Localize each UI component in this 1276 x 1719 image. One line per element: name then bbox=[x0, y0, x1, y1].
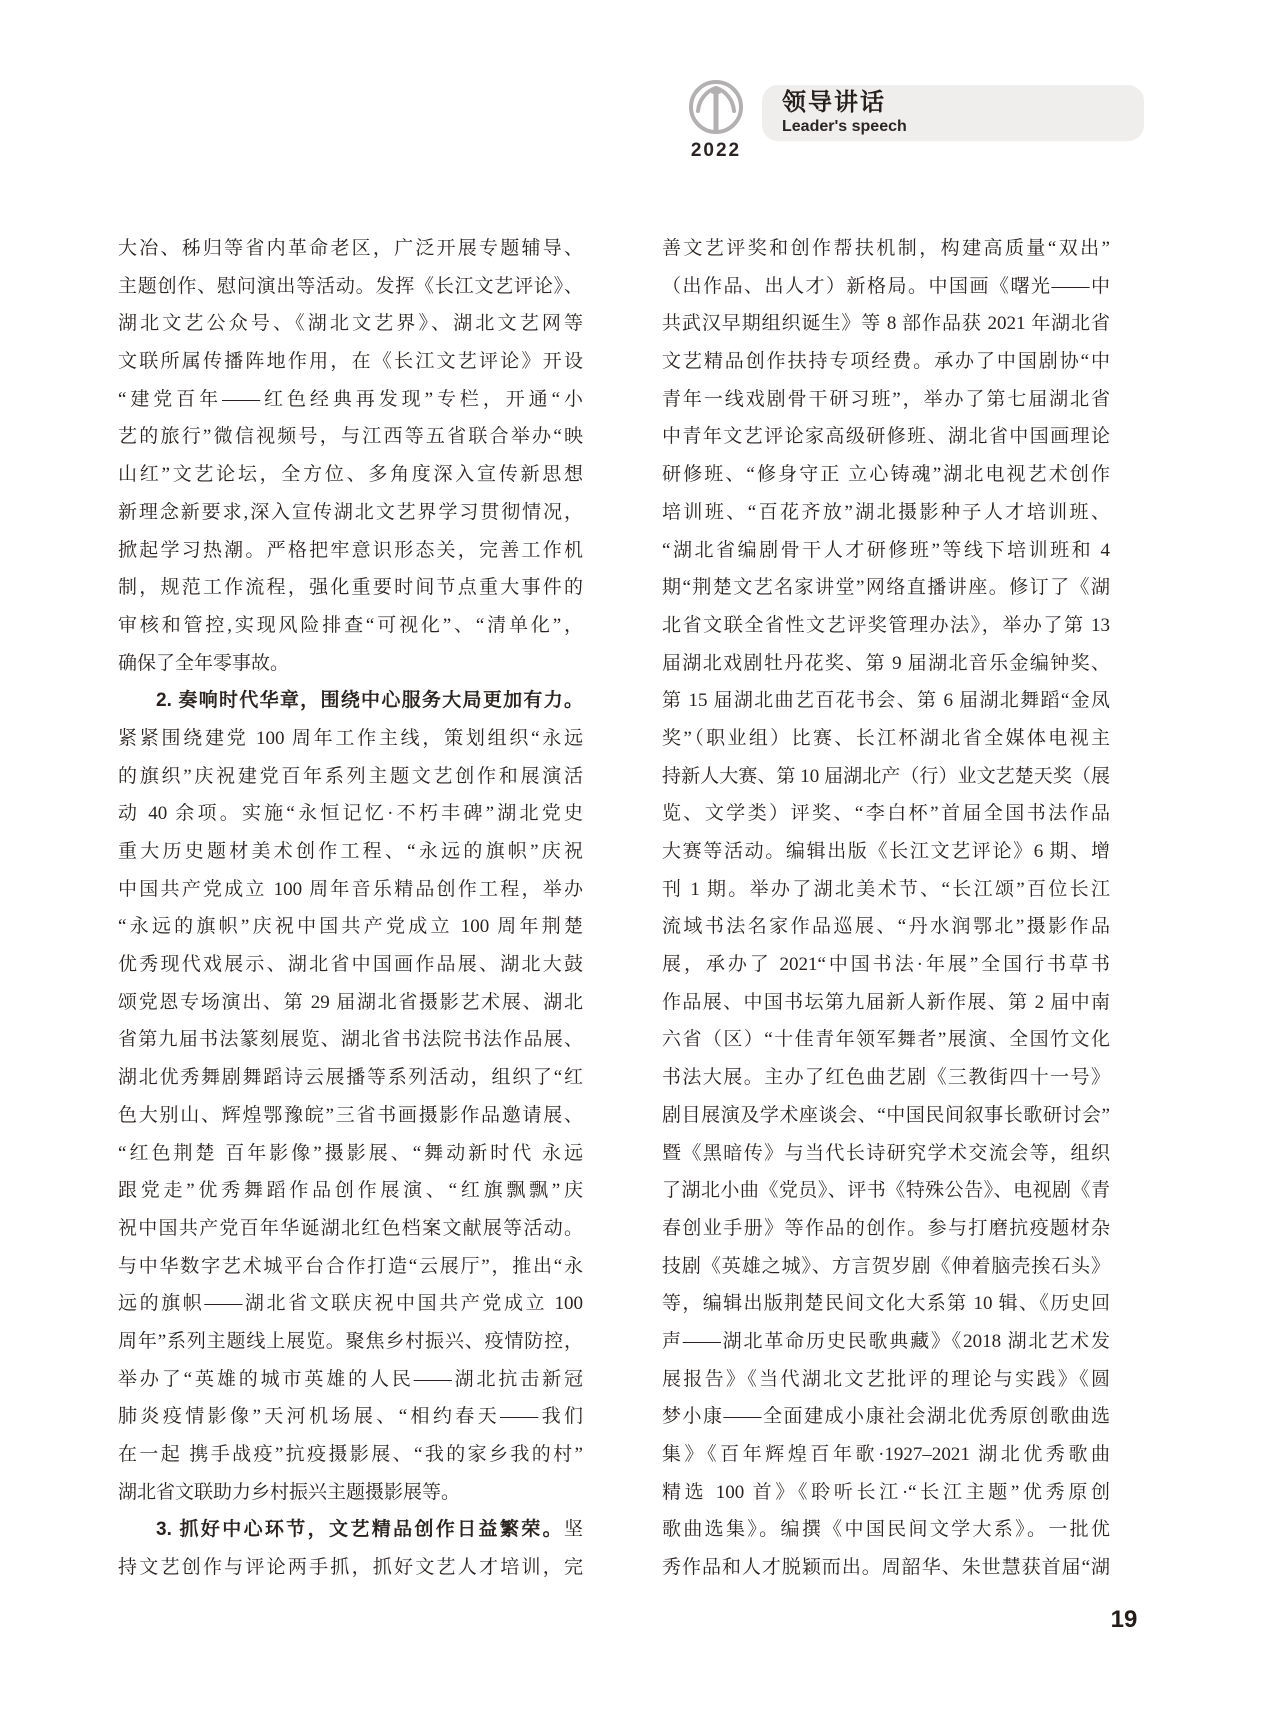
text-line: 等，编辑出版荆楚民间文化大系第 10 辑、《历史回 bbox=[662, 1293, 1110, 1315]
text-line: 紧紧围绕建党 100 周年工作主线，策划组织“永远 bbox=[118, 727, 583, 749]
text-line: 山红”文艺论坛，全方位、多角度深入宣传新思想 bbox=[118, 464, 583, 486]
text-line: 湖北文艺公众号、《湖北文艺界》、湖北文艺网等 bbox=[118, 313, 583, 335]
text-line: 技剧《英雄之城》、方言贺岁剧《伸着脑壳挨石头》 bbox=[662, 1255, 1110, 1277]
text-line: 跟党走”优秀舞蹈作品创作展演、“红旗飘飘”庆 bbox=[118, 1180, 583, 1202]
text-line: 届湖北戏剧牡丹花奖、第 9 届湖北音乐金编钟奖、 bbox=[662, 652, 1110, 674]
text-line: 奖”（职业组）比赛、长江杯湖北省全媒体电视主 bbox=[662, 727, 1110, 749]
text-line: 周年”系列主题线上展览。聚焦乡村振兴、疫情防控， bbox=[118, 1330, 583, 1352]
text-line: 中青年文艺评论家高级研修班、湖北省中国画理论 bbox=[662, 426, 1110, 448]
text-line: 青年一线戏剧骨干研习班”，举办了第七届湖北省 bbox=[662, 388, 1110, 410]
text-line: 文联所属传播阵地作用，在《长江文艺评论》开设 bbox=[118, 351, 583, 373]
text-line: 掀起学习热潮。严格把牢意识形态关，完善工作机 bbox=[118, 539, 583, 561]
text-line: 湖北优秀舞剧舞蹈诗云展播等系列活动，组织了“红 bbox=[118, 1067, 583, 1089]
text-line: “湖北省编剧骨干人才研修班”等线下培训班和 4 bbox=[662, 539, 1110, 561]
text-line: （出作品、出人才）新格局。中国画《曙光——中 bbox=[662, 275, 1110, 297]
text-line: 持文艺创作与评论两手抓，抓好文艺人才培训，完 bbox=[118, 1557, 583, 1579]
text-line: 梦小康——全面建成小康社会湖北优秀原创歌曲选 bbox=[662, 1406, 1110, 1428]
text-line: 省第九届书法篆刻展览、湖北省书法院书法作品展、 bbox=[118, 1029, 583, 1051]
text-line: 精选 100 首》《聆听长江·“长江主题”优秀原创 bbox=[662, 1481, 1110, 1503]
text-line: 审核和管控,实现风险排查“可视化”、“清单化”， bbox=[118, 614, 583, 636]
text-column-right bbox=[662, 230, 1110, 1587]
text-line: “建党百年——红色经典再发现”专栏，开通“小 bbox=[118, 388, 583, 410]
text-line: 暨《黑暗传》与当代长诗研究学术交流会等，组织 bbox=[662, 1142, 1110, 1164]
text-line: 北省文联全省性文艺评奖管理办法》，举办了第 13 bbox=[662, 614, 1110, 636]
text-line: 览、文学类）评奖、“李白杯”首届全国书法作品 bbox=[662, 803, 1110, 825]
federation-emblem-icon bbox=[688, 78, 744, 138]
text-line: 艺的旅行”微信视频号，与江西等五省联合举办“映 bbox=[118, 426, 583, 448]
text-line: 优秀现代戏展示、湖北省中国画作品展、湖北大鼓 bbox=[118, 954, 583, 976]
section-title-en: Leader's speech bbox=[782, 118, 907, 136]
text-line: 书法大展。主办了红色曲艺剧《三教街四十一号》 bbox=[662, 1067, 1110, 1089]
page-number: 19 bbox=[1110, 1606, 1138, 1633]
section-title-cn: 领导讲话 bbox=[782, 88, 886, 116]
heading-text: 3. 抓好中心环节，文艺精品创作日益繁荣。 bbox=[156, 1519, 564, 1541]
text-line: 祝中国共产党百年华诞湖北红色档案文献展等活动。 bbox=[118, 1217, 583, 1239]
text-line: 作品展、中国书坛第九届新人新作展、第 2 届中南 bbox=[662, 991, 1110, 1013]
text-line: 远的旗帜——湖北省文联庆祝中国共产党成立 100 bbox=[118, 1293, 583, 1315]
text-line: 重大历史题材美术创作工程、“永远的旗帜”庆祝 bbox=[118, 841, 583, 862]
text-line: 举办了“英雄的城市英雄的人民——湖北抗击新冠 bbox=[118, 1368, 583, 1390]
text-line: 与中华数字艺术城平台合作打造“云展厅”，推出“永 bbox=[118, 1255, 583, 1277]
text-line: 展，承办了 2021“中国书法·年展”全国行书草书 bbox=[662, 954, 1110, 976]
text-line: 确保了全年零事故。 bbox=[118, 652, 290, 674]
body-text: 坚 bbox=[563, 1519, 583, 1541]
text-line: 持新人大赛、第 10 届湖北产（行）业文艺楚天奖（展 bbox=[662, 765, 1110, 787]
text-line: 颂党恩专场演出、第 29 届湖北省摄影艺术展、湖北 bbox=[118, 991, 583, 1013]
text-line: “永远的旗帜”庆祝中国共产党成立 100 周年荆楚 bbox=[118, 916, 583, 938]
text-line bbox=[118, 682, 583, 720]
text-line: 湖北省文联助力乡村振兴主题摄影展等。 bbox=[118, 1481, 461, 1503]
text-line: 声——湖北革命历史民歌典藏》《2018 湖北艺术发 bbox=[662, 1330, 1110, 1352]
text-line: 大赛等活动。编辑出版《长江文艺评论》6 期、增 bbox=[662, 841, 1110, 862]
text-line: 共武汉早期组织诞生》等 8 部作品获 2021 年湖北省 bbox=[662, 313, 1110, 335]
text-line: 流域书法名家作品巡展、“丹水润鄂北”摄影作品 bbox=[662, 916, 1110, 938]
text-line: 动 40 余项。实施“永恒记忆·不朽丰碑”湖北党史 bbox=[118, 803, 583, 825]
text-line: 中国共产党成立 100 周年音乐精品创作工程，举办 bbox=[118, 878, 583, 900]
text-column-left bbox=[118, 230, 583, 1587]
text-line bbox=[118, 1511, 583, 1549]
text-line: 期“荆楚文艺名家讲堂”网络直播讲座。修订了《湖 bbox=[662, 577, 1110, 599]
text-line: 秀作品和人才脱颖而出。周韶华、朱世慧获首届“湖 bbox=[662, 1557, 1110, 1579]
text-line: 了湖北小曲《党员》、评书《特殊公告》、电视剧《青 bbox=[662, 1180, 1110, 1202]
text-line: 善文艺评奖和创作帮扶机制，构建高质量“双出” bbox=[662, 238, 1110, 259]
text-line: “红色荆楚 百年影像”摄影展、“舞动新时代 永远 bbox=[118, 1142, 583, 1164]
text-line: 主题创作、慰问演出等活动。发挥《长江文艺评论》、 bbox=[118, 275, 583, 297]
text-line: 大冶、秭归等省内革命老区，广泛开展专题辅导、 bbox=[118, 238, 583, 259]
text-line: 培训班、“百花齐放”湖北摄影种子人才培训班、 bbox=[662, 501, 1110, 523]
text-line: 集》《百年辉煌百年歌·1927–2021 湖北优秀歌曲 bbox=[662, 1444, 1110, 1465]
text-line: 剧目展演及学术座谈会、“中国民间叙事长歌研讨会” bbox=[662, 1104, 1110, 1126]
text-line: 的旗织”庆祝建党百年系列主题文艺创作和展演活 bbox=[118, 765, 583, 787]
heading-text: 2. 奏响时代华章，围绕中心服务大局更加有力。 bbox=[156, 690, 583, 712]
text-line: 歌曲选集》。编撰《中国民间文学大系》。一批优 bbox=[662, 1519, 1110, 1541]
text-line: 六省（区）“十佳青年领军舞者”展演、全国竹文化 bbox=[662, 1029, 1110, 1051]
text-line: 新理念新要求,深入宣传湖北文艺界学习贯彻情况， bbox=[118, 501, 583, 523]
text-line: 研修班、“修身守正 立心铸魂”湖北电视艺术创作 bbox=[662, 464, 1110, 486]
text-line: 展报告》《当代湖北文艺批评的理论与实践》《圆 bbox=[662, 1368, 1110, 1390]
text-line: 制，规范工作流程，强化重要时间节点重大事件的 bbox=[118, 577, 583, 599]
text-line: 第 15 届湖北曲艺百花书会、第 6 届湖北舞蹈“金凤 bbox=[662, 690, 1110, 712]
text-line: 春创业手册》等作品的创作。参与打磨抗疫题材杂 bbox=[662, 1217, 1110, 1239]
text-line: 在一起 携手战疫”抗疫摄影展、“我的家乡我的村” bbox=[118, 1444, 583, 1465]
text-line: 刊 1 期。举办了湖北美术节、“长江颂”百位长江 bbox=[662, 878, 1110, 900]
section-badge bbox=[762, 85, 1144, 141]
logo-year: 2022 bbox=[690, 140, 742, 161]
text-line: 肺炎疫情影像”天河机场展、“相约春天——我们 bbox=[118, 1406, 583, 1428]
text-line: 文艺精品创作扶持专项经费。承办了中国剧协“中 bbox=[662, 351, 1110, 373]
text-line: 色大别山、辉煌鄂豫皖”三省书画摄影作品邀请展、 bbox=[118, 1104, 583, 1126]
header-logo bbox=[686, 78, 746, 162]
